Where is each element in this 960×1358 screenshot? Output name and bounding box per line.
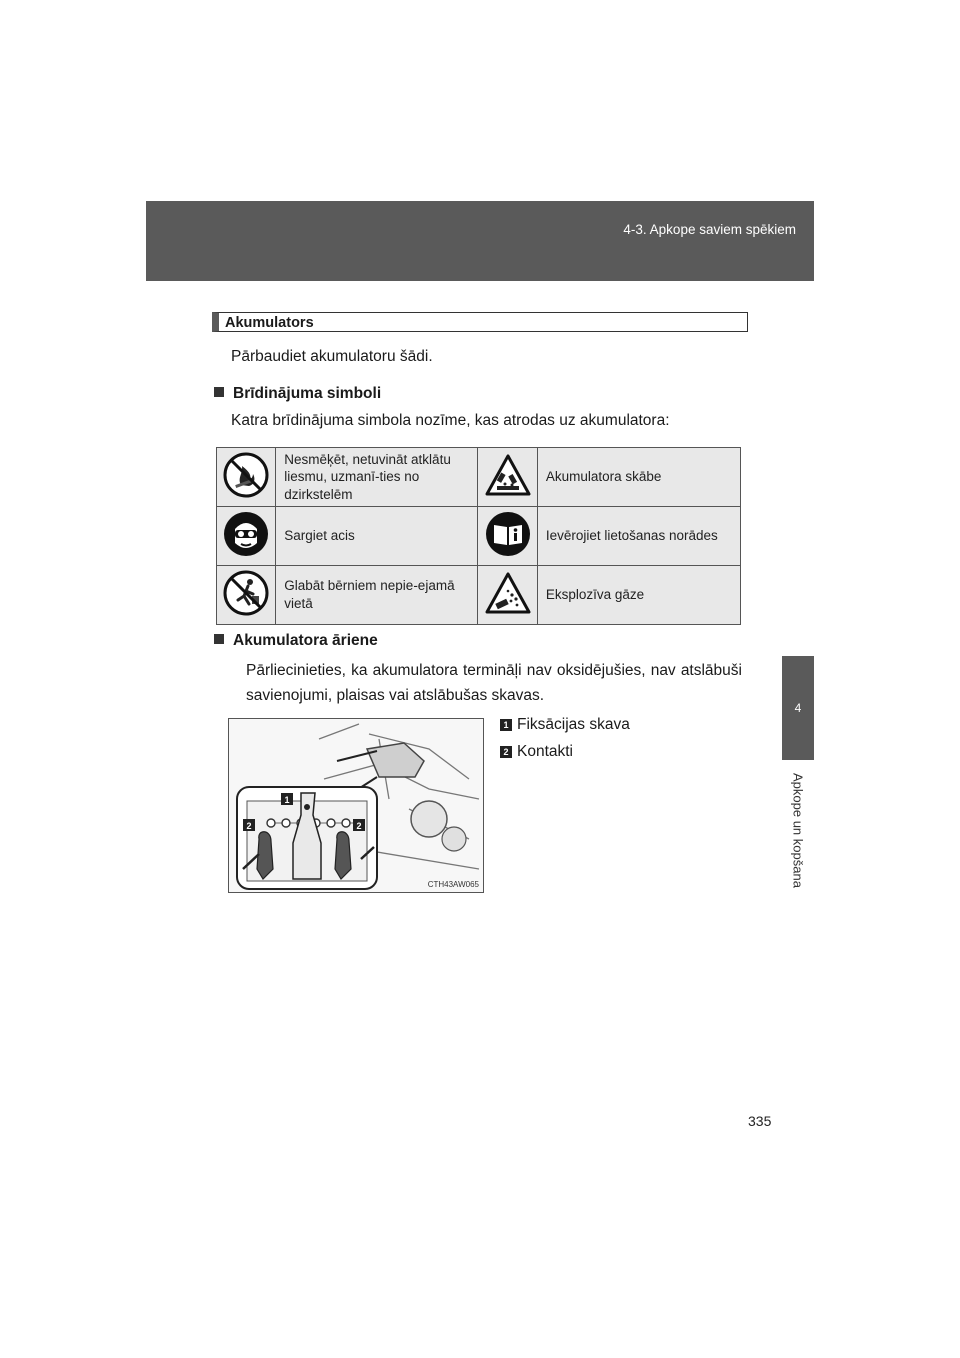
warning-symbols-heading-text: Brīdinājuma simboli	[233, 385, 382, 402]
read-manual-icon	[485, 511, 531, 557]
callout-number-icon: 2	[500, 746, 512, 758]
battery-drawing	[229, 719, 483, 892]
chapter-tab	[782, 656, 814, 760]
table-cell: Ievērojiet lietošanas norādes	[537, 507, 740, 566]
warning-symbols-description: Katra brīdinājuma simbola nozīme, kas atrodas uz akumulatora:	[231, 412, 670, 429]
table-cell: Glabāt bērniem nepie-ejamā vietā	[276, 566, 478, 625]
legend-item-1	[500, 716, 630, 734]
table-row	[217, 448, 741, 507]
section-header: 4-3. Apkope saviem spēkiem	[623, 222, 796, 237]
acid-warning-icon	[484, 453, 532, 497]
table-row	[217, 566, 741, 625]
no-fire-icon	[223, 452, 269, 498]
chapter-title: Apkope un kopšana	[790, 772, 806, 888]
page-number: 335	[748, 1113, 772, 1129]
battery-illustration	[228, 718, 484, 893]
keep-from-children-icon	[223, 570, 269, 616]
svg-text:2: 2	[246, 821, 252, 831]
figure-code: CTH43AW065	[427, 880, 479, 889]
callout-number-icon: 1	[500, 719, 512, 731]
explosive-gas-icon	[484, 571, 532, 615]
table-cell: Nesmēķēt, netuvināt atklātu liesmu, uzmanī-ties no dzirkstelēm	[276, 448, 478, 507]
intro-text: Pārbaudiet akumulatoru šādi.	[231, 348, 433, 365]
eye-protection-icon	[223, 511, 269, 557]
table-cell: Sargiet acis	[276, 507, 478, 566]
exterior-text: Pārliecinieties, ka akumulatora termināļi nav oksidējušies, nav atslābuši savienojumi, plaisas vai atslābušas skavas.	[246, 662, 742, 704]
legend-item-2	[500, 743, 573, 761]
square-bullet-icon	[214, 387, 224, 397]
warning-symbols-table	[216, 447, 741, 625]
table-cell: Akumulatora skābe	[537, 448, 740, 507]
exterior-heading	[214, 632, 378, 650]
exterior-heading-text: Akumulatora āriene	[233, 632, 378, 649]
svg-text:1: 1	[284, 795, 290, 805]
table-row	[217, 507, 741, 566]
chapter-label	[782, 760, 814, 900]
warning-symbols-heading	[214, 385, 381, 403]
section-title: Akumulators	[212, 312, 748, 332]
legend-label: Fiksācijas skava	[517, 716, 630, 733]
square-bullet-icon	[214, 634, 224, 644]
svg-text:2: 2	[356, 821, 362, 831]
legend-label: Kontakti	[517, 743, 574, 760]
table-cell: Eksplozīva gāze	[537, 566, 740, 625]
header-band	[146, 201, 814, 281]
chapter-number: 4	[794, 701, 802, 715]
